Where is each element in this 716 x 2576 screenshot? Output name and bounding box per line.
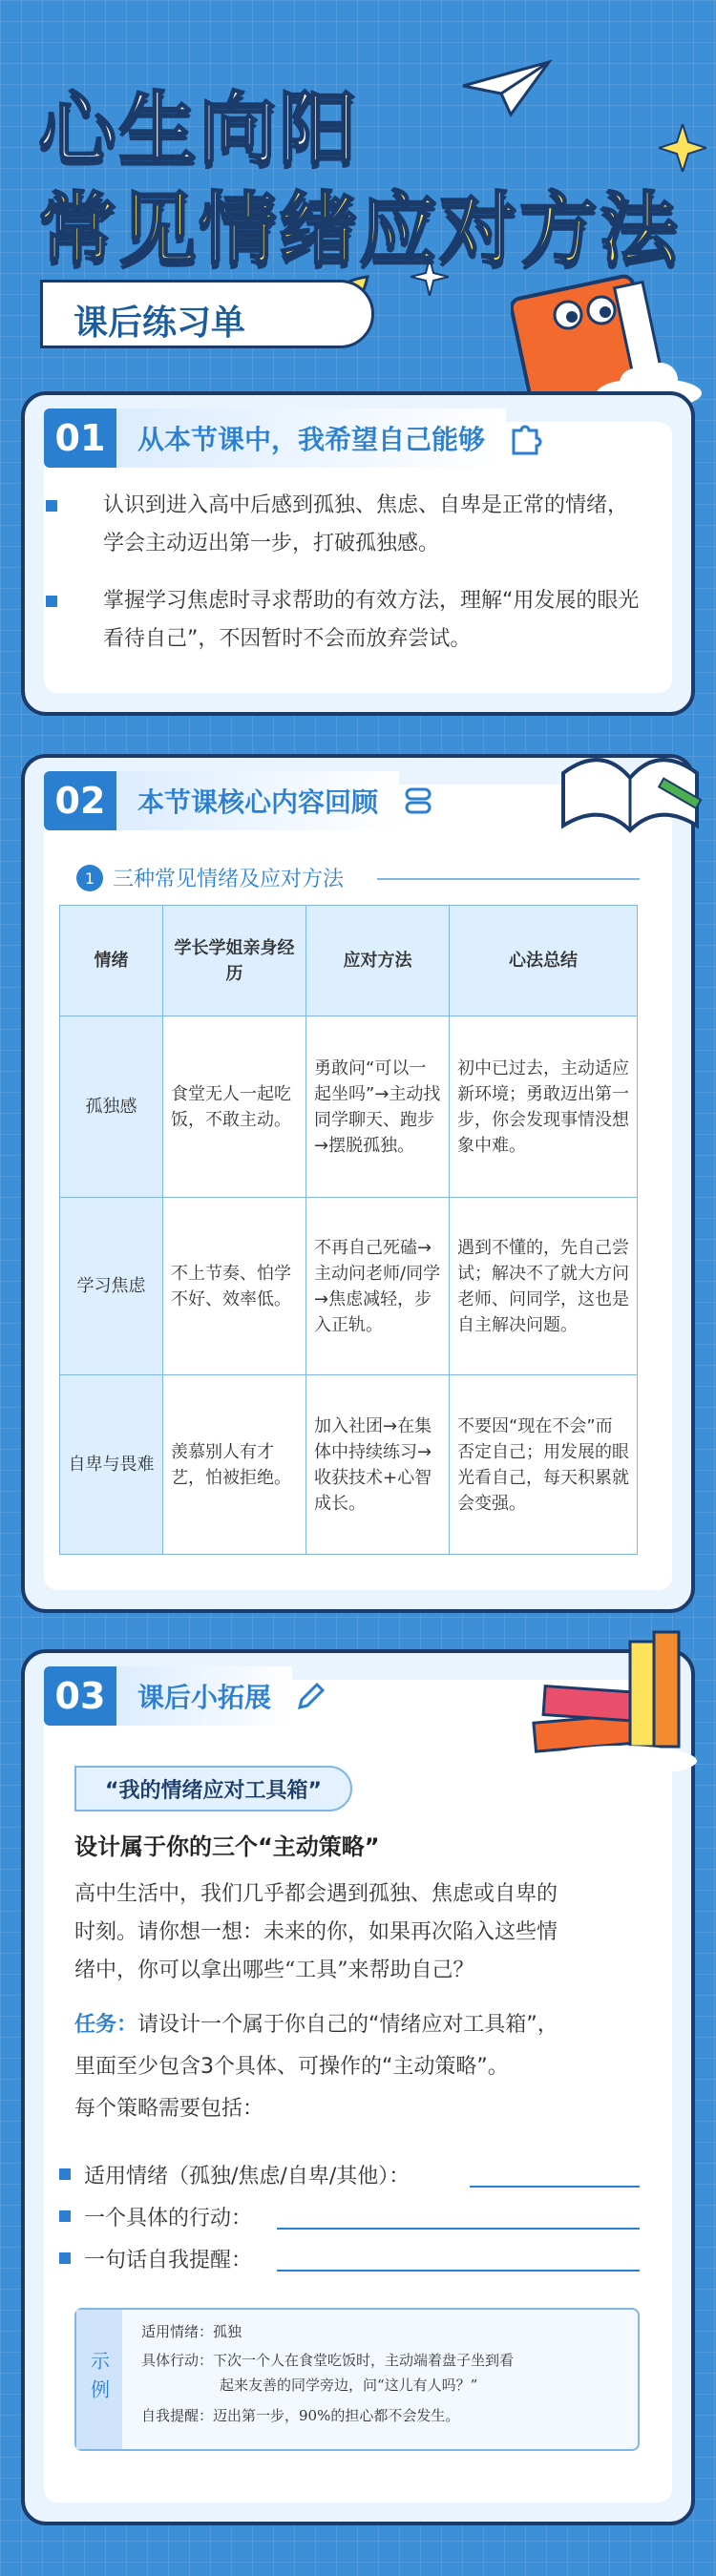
bullet-marker <box>59 2210 71 2222</box>
field-reminder <box>59 2239 252 2277</box>
section-2-header <box>44 771 437 830</box>
section-2-title: 本节课核心内容回顾 <box>116 771 399 830</box>
task-line: 里面至少包含3个具体、可操作的“主动策略”。 <box>74 2055 509 2079</box>
field-emotion <box>59 2155 410 2193</box>
star-icon <box>659 124 706 172</box>
table-cell: 不上节奏、怕学不好、效率低。 <box>163 1198 306 1375</box>
section-1-bullet <box>46 582 657 668</box>
pencil-icon <box>292 1677 330 1715</box>
toolbox-title: “我的情绪应对工具箱” <box>74 1766 352 1812</box>
table-cell: 学习焦虑 <box>60 1198 163 1375</box>
subsection-divider <box>377 878 640 880</box>
table-header: 应对方法 <box>306 906 450 1016</box>
task-label: 任务： <box>74 2013 138 2037</box>
table-cell: 不要因“现在不会”而否定自己；用发展的眼光看自己，每天积累就会变强。 <box>450 1375 638 1555</box>
table-row <box>60 1375 638 1555</box>
field-label: 一个具体的行动： <box>84 2206 253 2230</box>
subsection-number: 1 <box>76 865 103 891</box>
section-1-header <box>44 408 544 468</box>
table-row <box>60 1016 638 1198</box>
table-cell: 羡慕别人有才艺，怕被拒绝。 <box>163 1375 306 1555</box>
emotion-table <box>59 905 638 1555</box>
table-cell: 食堂无人一起吃饭，不敢主动。 <box>163 1016 306 1198</box>
intro-line: 高中生活中，我们几乎都会遇到孤独、焦虑或自卑的 <box>74 1882 558 1906</box>
example-line: 具体行动：下次一个人在食堂吃饭时，主动端着盘子坐到看 <box>141 2352 515 2369</box>
books-stack-icon <box>516 1623 697 1785</box>
field-label: 一句话自我提醒： <box>84 2248 253 2272</box>
list-icon <box>399 782 437 820</box>
section-3-header <box>44 1666 330 1726</box>
design-title: 设计属于你的三个“主动策略” <box>74 1833 380 1860</box>
open-book-icon <box>554 735 706 840</box>
section-1-number: 01 <box>44 408 116 468</box>
table-cell: 不再自己死磕→主动问老师/同学→焦虑减轻，步入正轨。 <box>306 1198 450 1375</box>
subsection-title: 三种常见情绪及应对方法 <box>113 868 345 891</box>
field-action <box>59 2197 252 2235</box>
reminder-input-line[interactable] <box>277 2270 640 2272</box>
section-3-title: 课后小拓展 <box>116 1666 292 1726</box>
intro-line: 绪中，你可以拿出哪些“工具”来帮助自己？ <box>74 1958 474 1982</box>
task-block <box>74 2004 558 2130</box>
paper-plane-icon <box>458 57 554 124</box>
table-header: 学长学姐亲身经历 <box>163 906 306 1016</box>
table-header: 情绪 <box>60 906 163 1016</box>
puzzle-icon <box>506 419 544 457</box>
bullet-marker <box>59 2168 71 2180</box>
table-cell: 勇敢问“可以一起坐吗”→主动找同学聊天、跑步→摆脱孤独。 <box>306 1016 450 1198</box>
page-title-line2: 常见情绪应对方法 <box>38 184 681 275</box>
section-3-number: 03 <box>44 1666 116 1726</box>
bullet-text: 认识到进入高中后感到孤独、焦虑、自卑是正常的情绪，学会主动迈出第一步，打破孤独感。 <box>103 493 629 555</box>
section-2-number: 02 <box>44 771 116 830</box>
bullet-marker <box>59 2252 71 2264</box>
table-cell: 孤独感 <box>60 1016 163 1198</box>
section-1-title: 从本节课中，我希望自己能够 <box>116 408 506 468</box>
example-line: 自我提醒：迈出第一步，90%的担心都不会发生。 <box>141 2407 460 2424</box>
task-line: 每个策略需要包括： <box>74 2097 264 2121</box>
table-row <box>60 1198 638 1375</box>
task-line: 请设计一个属于你自己的“情绪应对工具箱”， <box>137 2013 558 2037</box>
example-label: 示例 <box>76 2310 122 2449</box>
example-box <box>74 2308 640 2451</box>
example-line: 适用情绪：孤独 <box>141 2323 242 2340</box>
example-line: 起来友善的同学旁边，问“这儿有人吗？” <box>220 2377 478 2394</box>
bullet-marker <box>46 596 57 607</box>
intro-line: 时刻。请你想一想：未来的你，如果再次陷入这些情 <box>74 1920 558 1944</box>
bullet-text: 掌握学习焦虑时寻求帮助的有效方法，理解“用发展的眼光看待自己”，不因暂时不会而放弃尝试。 <box>103 589 640 651</box>
action-input-line[interactable] <box>277 2228 640 2230</box>
table-cell: 遇到不懂的，先自己尝试；解决不了就大方问老师、问同学，这也是自主解决问题。 <box>450 1198 638 1375</box>
table-cell: 加入社团→在集体中持续练习→收获技术+心智成长。 <box>306 1375 450 1555</box>
bullet-marker <box>46 500 57 512</box>
page-title-line1: 心生向阳 <box>38 84 360 175</box>
table-cell: 初中已过去，主动适应新环境；勇敢迈出第一步，你会发现事情没想象中难。 <box>450 1016 638 1198</box>
table-cell: 自卑与畏难 <box>60 1375 163 1555</box>
table-header: 心法总结 <box>450 906 638 1016</box>
field-label: 适用情绪（孤独/焦虑/自卑/其他）： <box>84 2164 411 2189</box>
worksheet-tag: 课后练习单 <box>40 280 374 348</box>
section-1-bullet <box>46 487 657 573</box>
intro-paragraph <box>74 1875 558 1990</box>
table-header-row <box>60 906 638 1016</box>
emotion-input-line[interactable] <box>470 2186 640 2188</box>
